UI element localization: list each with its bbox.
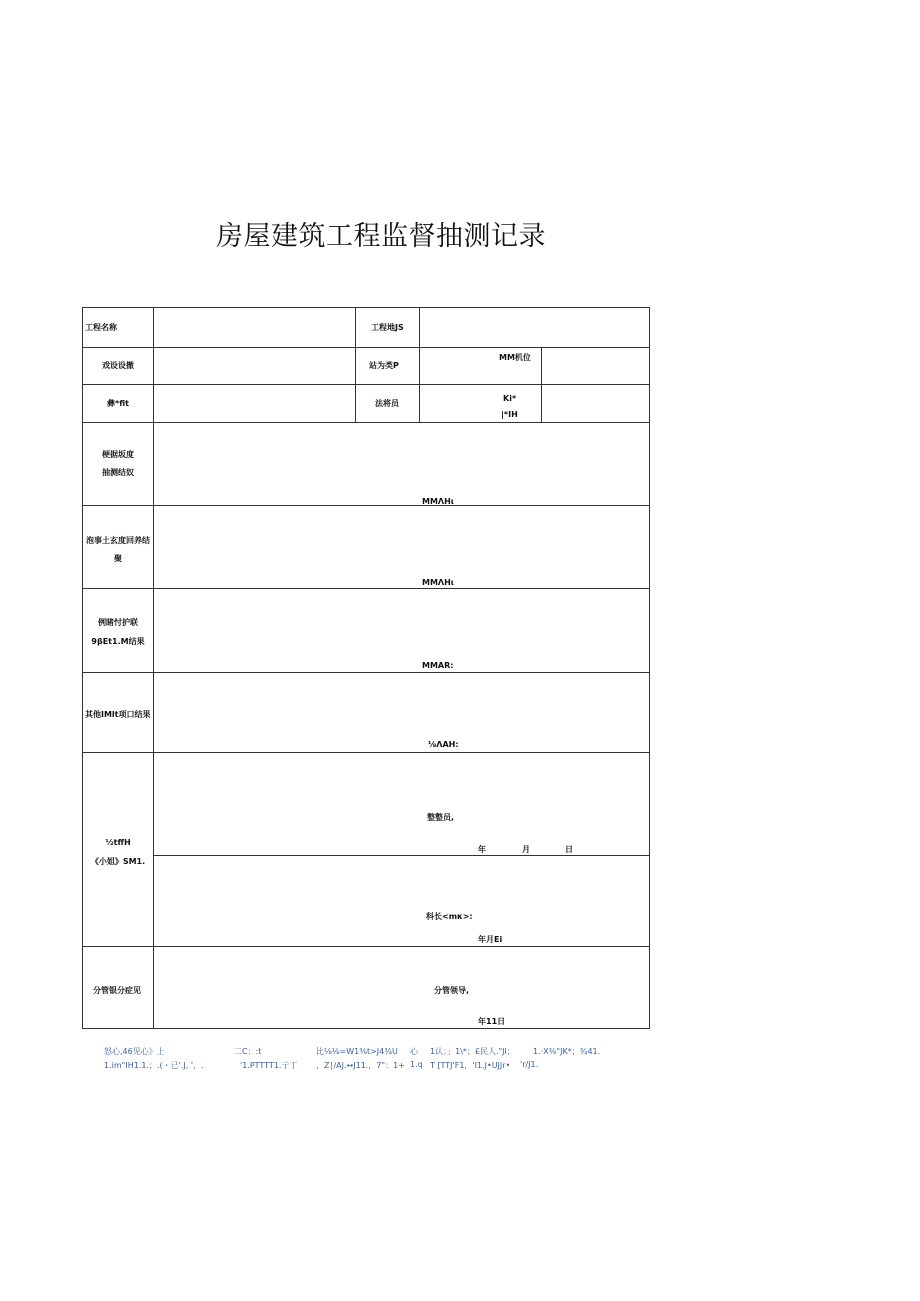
section6-label: 分管银分症见 bbox=[93, 986, 141, 995]
section1-label-line1: 梗据坂度 bbox=[102, 450, 134, 459]
section1-sign-label: MMΛHι bbox=[422, 497, 454, 506]
section3-sign-label: MMAR: bbox=[422, 661, 454, 670]
project-name-label: 工程名称 bbox=[85, 323, 117, 332]
project-location-label: 工程地JS bbox=[371, 323, 404, 332]
section4-sign-label: ⅛ΛAH: bbox=[428, 740, 459, 749]
section5-label-line2: 《小姐》SM1. bbox=[90, 857, 146, 866]
section5-upper-sign-label: 整整员, bbox=[427, 813, 455, 822]
construction-unit-label: 戏设设撤 bbox=[102, 361, 134, 370]
section5-lower-date-label: 年月Ei bbox=[478, 935, 503, 944]
section2-sign-label: MMΛHι bbox=[422, 578, 454, 587]
section5-month-label: 月 bbox=[522, 845, 530, 854]
section3-label-line1: 例睹忖护联 bbox=[98, 618, 138, 627]
footnote-line2-part1: 1.im"IH1.1.；.(・已'.J, '，. bbox=[104, 1061, 204, 1070]
footnote-line2-part6: 'r/J1. bbox=[520, 1060, 539, 1069]
footnote-line1-part5: 1认：」1\*；£民人."Jl； bbox=[430, 1047, 515, 1056]
footnote-line1-part6: 1.·X⅜"JK*；¾41. bbox=[533, 1047, 601, 1056]
footnote-line2-part2: '1.PTTTT1.亍丁 bbox=[240, 1061, 298, 1070]
footnote-line1-part3: 比⅛⅛=W1⅜t>J4¾U bbox=[316, 1047, 398, 1056]
footnote-line2-part5: T [TTJ'F1，'I1.J•UJJr• bbox=[430, 1061, 511, 1070]
section5-day-label: 日 bbox=[565, 845, 573, 854]
section1-label-line2: 抽测结奴 bbox=[102, 468, 134, 477]
inspection-item-label: 彝*fit bbox=[107, 399, 129, 408]
footnote-line1-part4: 心 bbox=[410, 1047, 418, 1056]
section4-label: 其他IMlt项口结果 bbox=[85, 710, 151, 719]
footnote-line1-part2: 二C：:t bbox=[234, 1047, 262, 1056]
section2-label-line1: 泡事土玄度回养结 bbox=[86, 536, 150, 545]
section6-date-label: 年11日 bbox=[478, 1017, 506, 1026]
section5-year-label: 年 bbox=[478, 845, 486, 854]
section2-label-line2: 聚 bbox=[114, 554, 122, 563]
supervisor-label: 法将员 bbox=[375, 399, 399, 408]
date-label-line2: |*IH bbox=[501, 410, 518, 419]
section3-label-line2: 9βEt1.M结果 bbox=[91, 637, 145, 646]
unit-label: MM机位 bbox=[499, 353, 531, 362]
footnote-line1-part1: 怒心,46见心》上 bbox=[104, 1047, 165, 1056]
page-title: 房屋建筑工程监督抽测记录 bbox=[216, 221, 546, 252]
section5-lower-sign-label: 科长<mκ>: bbox=[426, 912, 473, 921]
section5-label-line1: ½tffH bbox=[105, 838, 131, 847]
section6-sign-label: 分管领导, bbox=[434, 986, 470, 995]
category-label: 站为类P bbox=[369, 361, 399, 370]
inspection-form bbox=[82, 307, 650, 1029]
date-label-line1: Ki* bbox=[503, 394, 517, 403]
footnote-line2-part4: 1.q bbox=[410, 1060, 423, 1069]
footnote-line2-part3: ，Z∣∕AJ.↔J11.，7"：1+ bbox=[316, 1061, 405, 1070]
